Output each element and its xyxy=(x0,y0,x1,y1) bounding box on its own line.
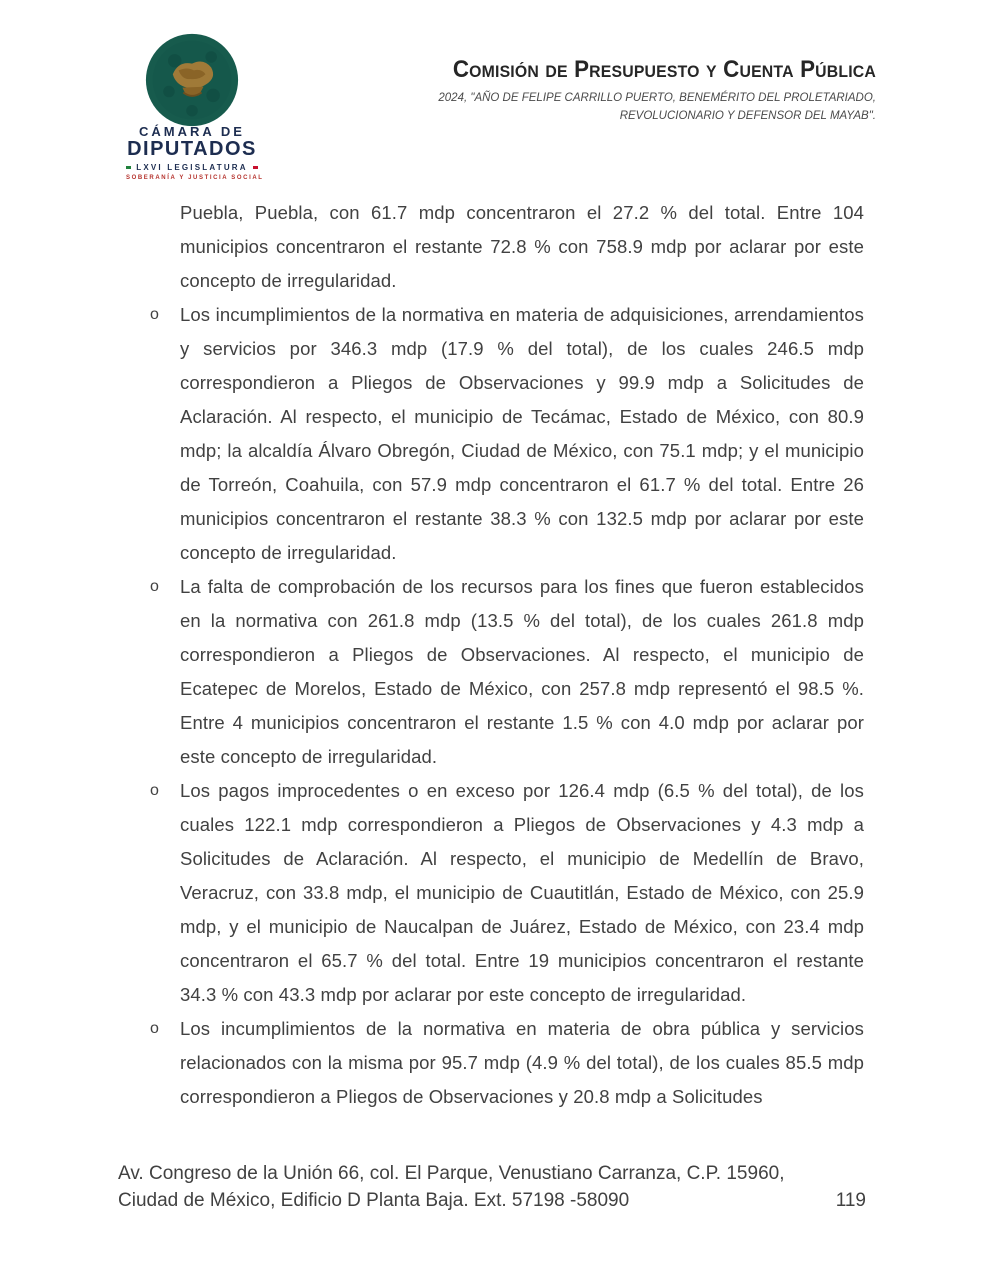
logo-slogan: SOBERANÍA Y JUSTICIA SOCIAL xyxy=(126,175,264,181)
list-item xyxy=(150,1012,864,1114)
subtitle-line2: REVOLUCIONARIO Y DEFENSOR DEL MAYAB". xyxy=(619,110,876,122)
org-name-line1: CÁMARA DE xyxy=(139,124,245,139)
page-number: 119 xyxy=(835,1190,866,1211)
legislature-row xyxy=(126,163,258,172)
bullet-marker-icon: o xyxy=(150,578,159,595)
green-dash-icon xyxy=(126,166,131,169)
eagle-emblem-icon xyxy=(144,32,240,128)
irregularities-bullet-list xyxy=(150,298,864,1114)
address-line1: Av. Congreso de la Unión 66, col. El Parque, Venustiano Carranza, C.P. 15960, xyxy=(118,1163,785,1184)
bullet-marker-icon: o xyxy=(150,782,159,799)
header-title-block xyxy=(421,56,876,125)
legislature-label: LXVI LEGISLATURA xyxy=(136,163,248,172)
document-body xyxy=(150,196,864,1114)
subtitle-line1: 2024, "AÑO DE FELIPE CARRILLO PUERTO, BENEMÉRITO DEL PROLETARIADO, xyxy=(438,92,876,104)
bullet-text-adquisiciones: Los incumplimientos de la normativa en materia de adquisiciones, arrendamientos y servicios por 346.3 mdp (17.9 % del total), de los cuales 246.5 mdp correspondieron a Pliegos de Observaciones y 99.9 mdp a Solicitudes de Aclaración. Al respecto, el municipio de Tecámac, Estado de México, con 80.9 mdp; la alcaldía Álvaro Obregón, Ciudad de México, con 75.1 mdp; y el municipio de Torreón, Coahuila, con 57.9 mdp concentraron el 61.7 % del total. Entre 26 municipios concentraron el restante 38.3 % con 132.5 mdp por aclarar por este concepto de irregularidad. xyxy=(180,304,864,563)
bullet-text-obra-publica: Los incumplimientos de la normativa en materia de obra pública y servicios relacionados con la misma por 95.7 mdp (4.9 % del total), de los cuales 85.5 mdp correspondieron a Pliegos de Observaciones y 20.8 mdp a Solicitudes xyxy=(180,1018,864,1107)
intro-paragraph: Puebla, Puebla, con 61.7 mdp concentraron el 27.2 % del total. Entre 104 municipios concentraron el restante 72.8 % con 758.9 mdp por aclarar por este concepto de irregularidad. xyxy=(180,202,864,291)
list-item xyxy=(150,774,864,1012)
list-item xyxy=(150,570,864,774)
footer-address xyxy=(118,1160,784,1214)
address-line2: Ciudad de México, Edificio D Planta Baja. Ext. 57198 -58090 xyxy=(118,1190,630,1211)
bullet-text-pagos-improcedentes: Los pagos improcedentes o en exceso por 126.4 mdp (6.5 % del total), de los cuales 122.1 mdp correspondieron a Pliegos de Observaciones y 4.3 mdp a Solicitudes de Aclaración. Al respecto, el municipio de Medellín de Bravo, Veracruz, con 33.8 mdp, el municipio de Cuautitlán, Estado de México, con 25.9 mdp, y el municipio de Naucalpan de Juárez, Estado de México, con 23.4 mdp concentraron el 65.7 % del total. Entre 19 municipios concentraron el restante 34.3 % con 43.3 mdp por aclarar por este concepto de irregularidad. xyxy=(180,780,864,1005)
bullet-marker-icon: o xyxy=(150,1020,159,1037)
bullet-text-comprobacion: La falta de comprobación de los recursos para los fines que fueron establecidos en la normativa con 261.8 mdp (13.5 % del total), de los cuales 261.8 mdp correspondieron a Pliegos de Observaciones. Al respecto, el municipio de Ecatepec de Morelos, Estado de México, con 257.8 mdp representó el 98.5 %. Entre 4 municipios concentraron el restante 1.5 % con 4.0 mdp por aclarar por este concepto de irregularidad. xyxy=(180,576,864,767)
camara-de-diputados-logo xyxy=(126,32,264,181)
red-dash-icon xyxy=(253,166,258,169)
commission-title: Comisión de Presupuesto y Cuenta Pública xyxy=(452,56,876,83)
page-footer xyxy=(118,1160,866,1214)
bullet-marker-icon: o xyxy=(150,306,159,323)
list-item xyxy=(150,298,864,570)
year-motto-subtitle xyxy=(421,89,876,125)
org-name-line2: DIPUTADOS xyxy=(127,138,257,160)
